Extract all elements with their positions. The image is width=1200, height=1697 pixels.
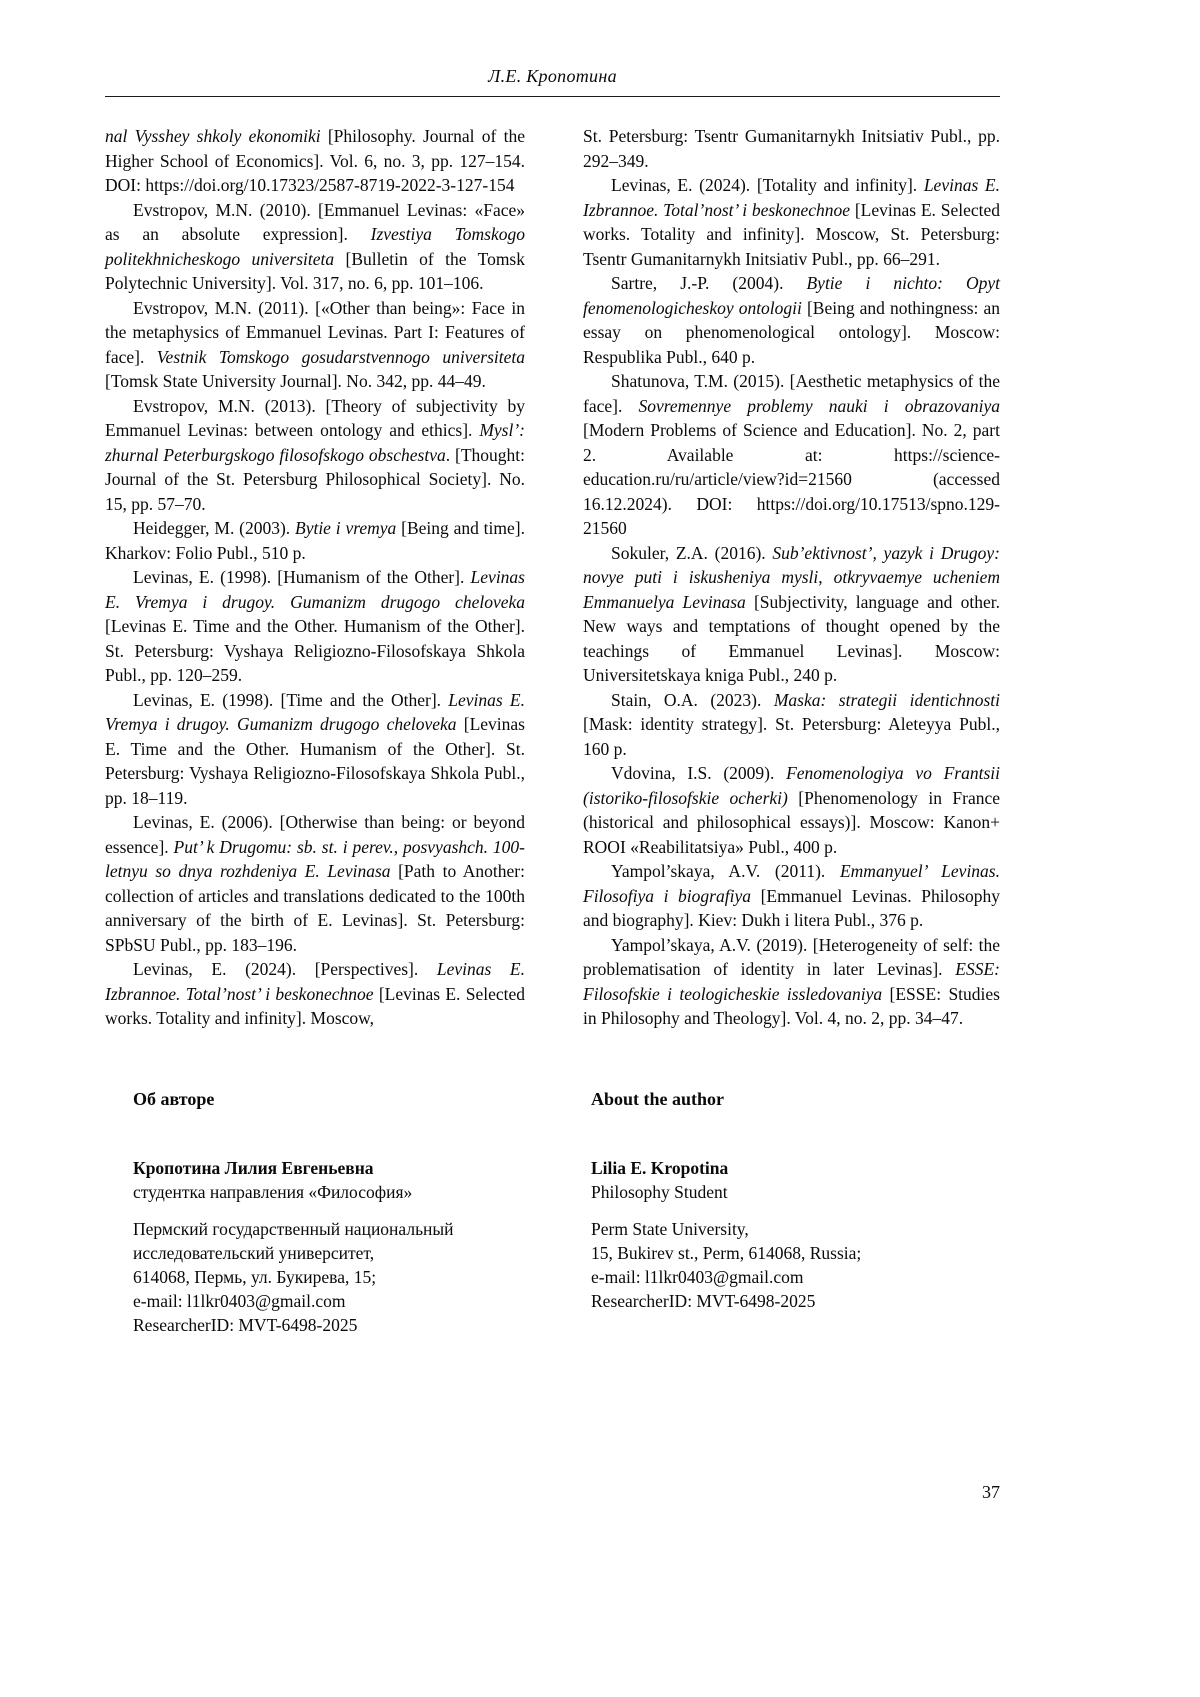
about-author-en bbox=[583, 1089, 1000, 1337]
reference-title-italic: Vestnik Tomskogo gosudarstvennogo universiteta bbox=[156, 346, 526, 367]
reference-text: Shatunova, T.M. (2015). [Aesthetic metaphysics of the face]. bbox=[583, 371, 1000, 416]
reference-text: Sartre, J.-P. (2004). bbox=[611, 273, 807, 293]
address-line: 614068, Пермь, ул. Букирева, 15; bbox=[133, 1266, 377, 1287]
address-line: исследовательский университет, bbox=[133, 1242, 375, 1263]
reference-entry bbox=[105, 810, 525, 957]
reference-entry bbox=[583, 124, 1000, 173]
reference-text: [ESSE: Studies in Philosophy and Theology]. Vol. 4, no. 2, pp. 34–47. bbox=[583, 983, 1000, 1028]
reference-title-italic: Levinas E. Vremya i drugoy. Gumanizm drugogo cheloveka bbox=[105, 689, 525, 734]
running-head: Л.Е. Кропотина bbox=[488, 66, 617, 86]
reference-text: [Bulletin of the Tomsk Polytechnic University]. Vol. 317, no. 6, pp. 101–106. bbox=[105, 248, 525, 293]
reference-entry bbox=[105, 198, 525, 296]
reference-entry bbox=[105, 124, 525, 198]
reference-text: Levinas, E. (2024). [Perspectives]. bbox=[133, 959, 437, 979]
reference-title-italic: Bytie i nichto: Opyt fenomenologicheskoy ontologii bbox=[583, 273, 1000, 318]
reference-title-italic: Levinas E. Izbrannoe. Total’nost’ i beskonechnoe bbox=[583, 175, 1000, 220]
reference-entry bbox=[105, 516, 525, 565]
references-column-right bbox=[583, 124, 1000, 1031]
author-address-en bbox=[591, 1217, 1000, 1313]
reference-text: [Levinas E. Selected works. Totality and infinity]. Moscow, St. Petersburg: Tsentr Gumanitarnykh Initsiativ Publ., pp. 66–291. bbox=[583, 199, 1000, 269]
reference-text: [Subjectivity, language and other. New ways and temptations of thought opened by the teachings of Emmanuel Levinas]. Moscow: Universitetskaya kniga Publ., 240 p. bbox=[583, 591, 1000, 685]
reference-text: St. Petersburg: Tsentr Gumanitarnykh Initsiativ Publ., pp. 292–349. bbox=[583, 126, 1000, 171]
address-line: e-mail: l1lkr0403@gmail.com bbox=[591, 1266, 804, 1287]
page-content bbox=[105, 0, 1000, 1337]
reference-text: [Being and nothingness: an essay on phenomenological ontology]. Moscow: Respublika Publ., 640 p. bbox=[583, 297, 1000, 367]
reference-entry bbox=[105, 565, 525, 688]
reference-text: Evstropov, M.N. (2011). [«Other than being»: Face in the metaphysics of Emmanuel Levinas. Part I: Features of face]. bbox=[105, 297, 525, 367]
reference-title-italic: Put’ k Drugomu: sb. st. i perev., posvyashch. 100-letnyu so dnya rozhdeniya E. Levinasa bbox=[105, 836, 525, 881]
page-number: 37 bbox=[982, 1482, 1000, 1502]
reference-text: [Path to Another: collection of articles and translations dedicated to the 100th anniversary of the birth of E. Levinas]. St. Petersburg: SPbSU Publ., pp. 183–196. bbox=[105, 861, 525, 955]
author-name-en: Lilia E. Kropotina bbox=[591, 1157, 729, 1178]
reference-entry bbox=[105, 957, 525, 1031]
reference-entry bbox=[105, 394, 525, 517]
reference-text: Levinas, E. (2006). [Otherwise than being: or beyond essence]. bbox=[105, 812, 525, 857]
author-role-en: Philosophy Student bbox=[591, 1181, 728, 1202]
reference-text: Stain, O.A. (2023). bbox=[611, 689, 774, 710]
reference-text: Heidegger, M. (2003). bbox=[133, 518, 295, 538]
reference-title-italic: Fenomenologiya vo Frantsii (istoriko-filosofskie ocherki) bbox=[583, 763, 1000, 808]
reference-entry bbox=[583, 271, 1000, 369]
reference-entry bbox=[105, 296, 525, 394]
reference-title-italic: nal Vysshey shkoly ekonomiki bbox=[105, 126, 321, 146]
reference-title-italic: Sovremennye problemy nauki i obrazovaniya bbox=[638, 395, 1000, 416]
reference-text: Yampol’skaya, A.V. (2019). [Heterogeneity of self: the problematisation of identity in later Levinas]. bbox=[583, 934, 1000, 979]
reference-text: [Philosophy. Journal of the Higher School of Economics]. Vol. 6, no. 3, pp. 127–154. DOI: https://doi.org/10.17323/2587-8719-2022-3-127-154 bbox=[105, 126, 525, 195]
reference-text: Vdovina, I.S. (2009). bbox=[611, 763, 787, 783]
about-author-section bbox=[105, 1089, 1000, 1337]
references-section bbox=[105, 124, 1000, 1031]
address-line: ResearcherID: MVT-6498-2025 bbox=[591, 1290, 816, 1311]
about-heading-ru: Об авторе bbox=[133, 1088, 215, 1109]
address-line: Пермский государственный национальный bbox=[133, 1218, 454, 1239]
reference-title-italic: Levinas E. Izbrannoe. Total’nost’ i beskonechnoe bbox=[105, 959, 525, 1004]
reference-text: Levinas, E. (2024). [Totality and infinity]. bbox=[611, 175, 924, 195]
reference-title-italic: Bytie i vremya bbox=[295, 518, 397, 538]
reference-text: [Being and time]. Kharkov: Folio Publ., 510 p. bbox=[105, 518, 525, 563]
author-address-ru bbox=[133, 1217, 525, 1337]
reference-text: [Levinas E. Selected works. Totality and infinity]. Moscow, bbox=[105, 983, 525, 1028]
reference-entry bbox=[583, 173, 1000, 271]
address-line: ResearcherID: MVT-6498-2025 bbox=[133, 1314, 358, 1335]
references-column-left bbox=[105, 124, 525, 1031]
reference-entry bbox=[105, 688, 525, 811]
reference-text: [Tomsk State University Journal]. No. 342, pp. 44–49. bbox=[105, 371, 486, 391]
reference-text: . [Thought: Journal of the St. Petersburg Philosophical Society]. No. 15, pp. 57–70. bbox=[105, 444, 525, 514]
reference-text: [Emmanuel Levinas. Philosophy and biography]. Kiev: Dukh i litera Publ., 376 p. bbox=[583, 885, 1000, 930]
reference-text: Yampol’skaya, A.V. (2011). bbox=[611, 861, 840, 881]
header-rule bbox=[105, 96, 1000, 97]
reference-text: Sokuler, Z.A. (2016). bbox=[611, 542, 773, 563]
reference-text: Levinas, E. (1998). [Humanism of the Other]. bbox=[133, 567, 471, 587]
about-author-ru bbox=[105, 1089, 525, 1337]
address-line: 15, Bukirev st., Perm, 614068, Russia; bbox=[591, 1242, 862, 1263]
reference-title-italic: Mysl’: zhurnal Peterburgskogo filosofskogo obschestva bbox=[105, 420, 525, 465]
reference-entry bbox=[583, 688, 1000, 762]
reference-text: [Levinas E. Time and the Other. Humanism of the Other]. St. Petersburg: Vyshaya Religiozno-Filosofskaya Shkola Publ., pp. 18–119. bbox=[105, 714, 525, 808]
author-name-ru: Кропотина Лилия Евгеньевна bbox=[133, 1157, 374, 1178]
reference-entry bbox=[583, 933, 1000, 1031]
reference-entry bbox=[583, 541, 1000, 688]
reference-text: Evstropov, M.N. (2010). [Emmanuel Levinas: «Face» as an absolute expression]. bbox=[105, 199, 525, 244]
reference-title-italic: Izvestiya Tomskogo politekhnicheskogo universiteta bbox=[105, 224, 525, 269]
reference-title-italic: ESSE: Filosofskie i teologicheskie issledovaniya bbox=[583, 959, 1000, 1004]
about-heading-en: About the author bbox=[591, 1088, 725, 1109]
reference-title-italic: Sub’ektivnost’, yazyk i Drugoy: novye puti i iskusheniya mysli, otkryvaemye ucheniem Emmanuelya Levinasa bbox=[583, 542, 1000, 612]
address-line: e-mail: l1lkr0403@gmail.com bbox=[133, 1290, 346, 1311]
reference-title-italic: Levinas E. Vremya i drugoy. Gumanizm drugogo cheloveka bbox=[105, 567, 525, 612]
reference-text: [Mask: identity strategy]. St. Petersburg: Aleteyya Publ., 160 p. bbox=[583, 714, 1000, 759]
author-role-ru: студентка направления «Философия» bbox=[133, 1181, 413, 1202]
reference-title-italic: Maska: strategii identichnosti bbox=[773, 689, 1000, 710]
reference-text: Levinas, E. (1998). [Time and the Other]. bbox=[133, 689, 449, 710]
reference-entry bbox=[583, 369, 1000, 541]
reference-title-italic: Emmanyuel’ Levinas. Filosofiya i biografiya bbox=[583, 861, 1000, 906]
reference-text: [Phenomenology in France (historical and philosophical essays)]. Moscow: Kanon+ ROOI «Reabilitatsiya» Publ., 400 p. bbox=[583, 787, 1001, 857]
address-line: Perm State University, bbox=[591, 1218, 749, 1239]
reference-text: [Levinas E. Time and the Other. Humanism of the Other]. St. Petersburg: Vyshaya Religiozno-Filosofskaya Shkola Publ., pp. 120–259. bbox=[105, 616, 525, 685]
reference-entry bbox=[583, 761, 1000, 859]
reference-text: Evstropov, M.N. (2013). [Theory of subjectivity by Emmanuel Levinas: between ontology and ethics]. bbox=[105, 395, 525, 440]
reference-entry bbox=[583, 859, 1000, 933]
reference-text: [Modern Problems of Science and Education]. No. 2, part 2. Available at: https://science-education.ru/ru/article/view?id=21560 (accessed 16.12.2024). DOI: https://doi.org/10.17513/spno.129-21560 bbox=[583, 420, 1000, 538]
